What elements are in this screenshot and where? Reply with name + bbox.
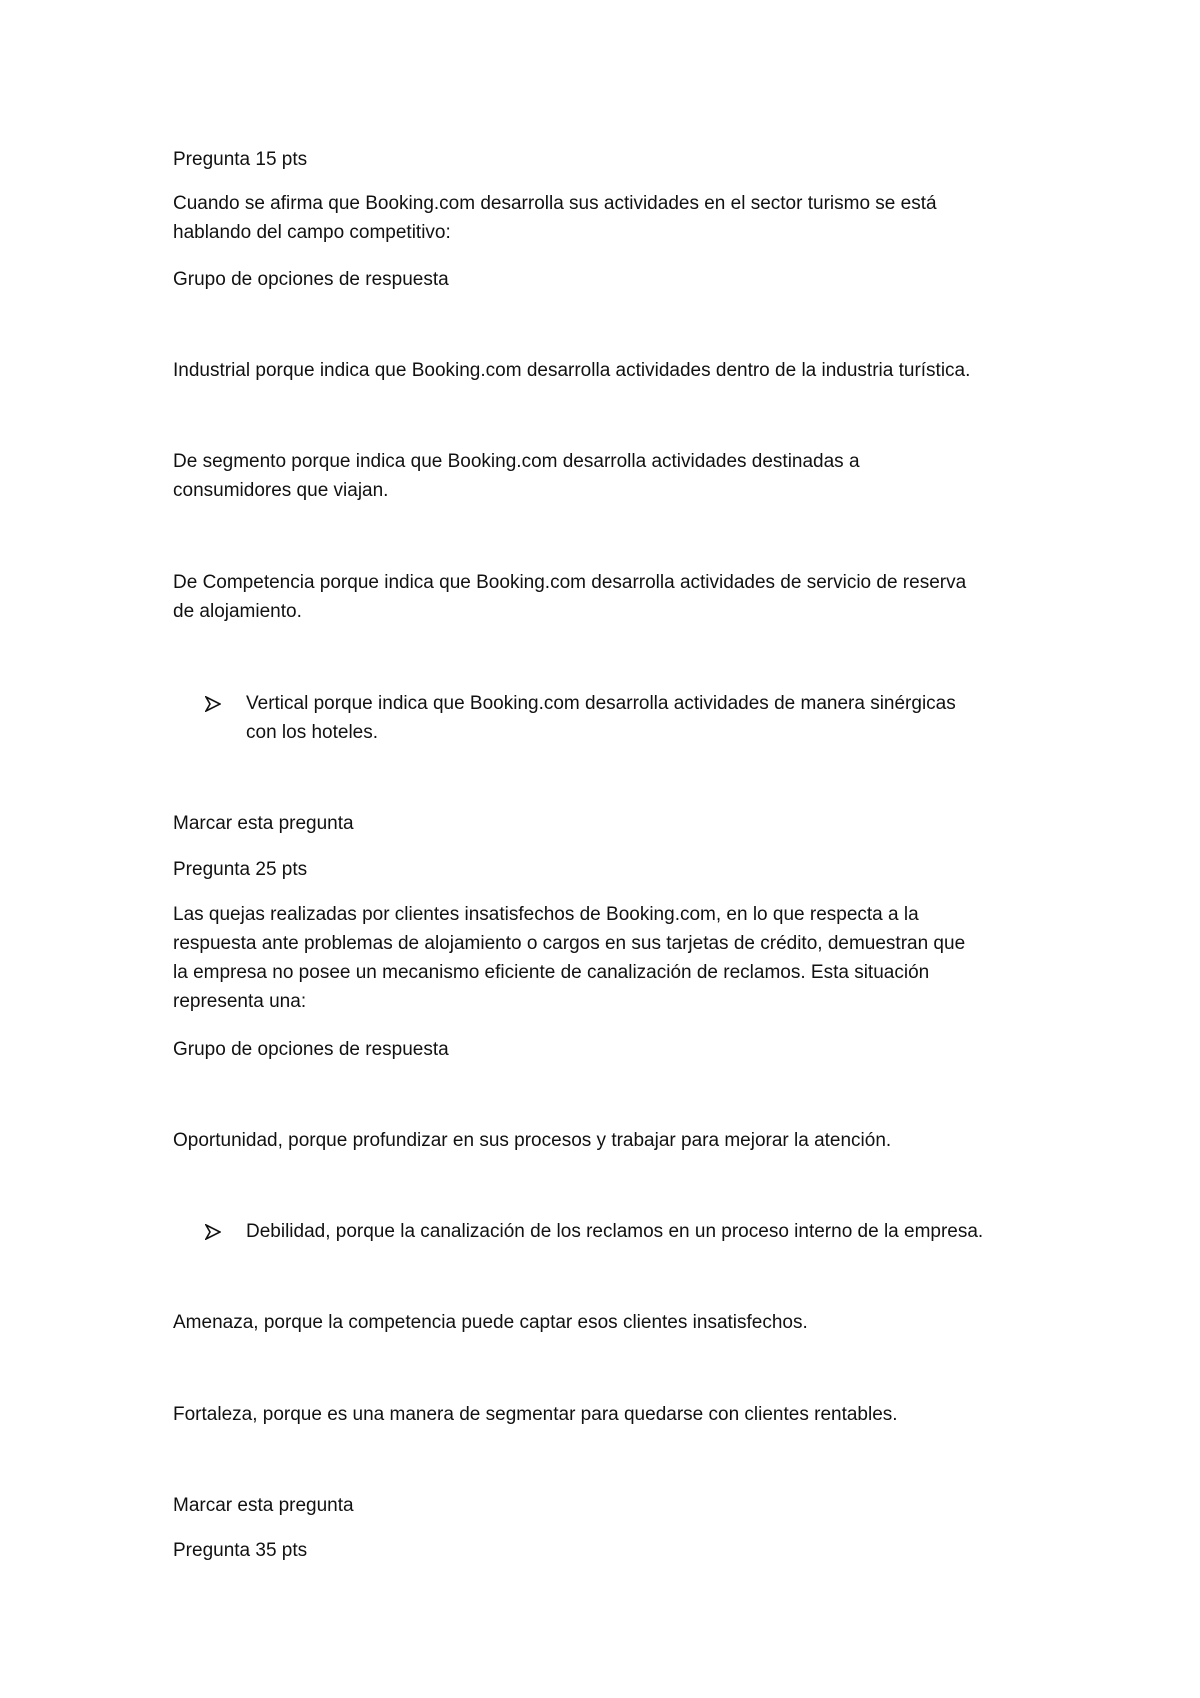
question-1-option-2-line-1: De segmento porque indica que Booking.com desarrolla actividades destinadas a	[173, 451, 860, 472]
question-1-group-label: Grupo de opciones de respuesta	[173, 269, 449, 290]
question-2-option-3: Amenaza, porque la competencia puede captar esos clientes insatisfechos.	[173, 1312, 808, 1333]
question-2-option-2: Debilidad, porque la canalización de los reclamos en un proceso interno de la empresa.	[246, 1221, 984, 1242]
question-2-prompt-line-3: la empresa no posee un mecanismo eficiente de canalización de reclamos. Esta situación	[173, 962, 930, 983]
question-2-prompt-line-2: respuesta ante problemas de alojamiento o cargos en sus tarjetas de crédito, demuestran que	[173, 933, 966, 954]
question-1-option-3-line-2: de alojamiento.	[173, 601, 302, 622]
question-1-option-4-line-1: Vertical porque indica que Booking.com desarrolla actividades de manera sinérgicas	[246, 693, 956, 714]
question-2-option-1: Oportunidad, porque profundizar en sus procesos y trabajar para mejorar la atención.	[173, 1130, 892, 1151]
arrowhead-bullet-icon	[205, 689, 221, 718]
question-1-prompt-line-2: hablando del campo competitivo:	[173, 222, 451, 243]
question-1-option-2-line-2: consumidores que viajan.	[173, 480, 389, 501]
question-1-prompt-line-1: Cuando se afirma que Booking.com desarrolla sus actividades en el sector turismo se está	[173, 193, 937, 214]
question-2-prompt-line-1: Las quejas realizadas por clientes insatisfechos de Booking.com, en lo que respecta a la	[173, 904, 919, 925]
question-2-option-4: Fortaleza, porque es una manera de segmentar para quedarse con clientes rentables.	[173, 1404, 898, 1425]
question-1-option-4-line-2: con los hoteles.	[246, 722, 379, 743]
question-2-group-label: Grupo de opciones de respuesta	[173, 1039, 449, 1060]
question-2-header: Pregunta 25 pts	[173, 859, 308, 880]
question-1-header: Pregunta 15 pts	[173, 149, 308, 170]
arrowhead-bullet-icon	[205, 1217, 221, 1246]
question-1-mark-label: Marcar esta pregunta	[173, 813, 354, 834]
question-3-header: Pregunta 35 pts	[173, 1540, 308, 1561]
question-1-option-3-line-1: De Competencia porque indica que Booking.com desarrolla actividades de servicio de reserva	[173, 572, 967, 593]
question-2-prompt-line-4: representa una:	[173, 991, 307, 1012]
question-1-option-1: Industrial porque indica que Booking.com desarrolla actividades dentro de la industria turística.	[173, 360, 971, 381]
question-2-mark-label: Marcar esta pregunta	[173, 1495, 354, 1516]
